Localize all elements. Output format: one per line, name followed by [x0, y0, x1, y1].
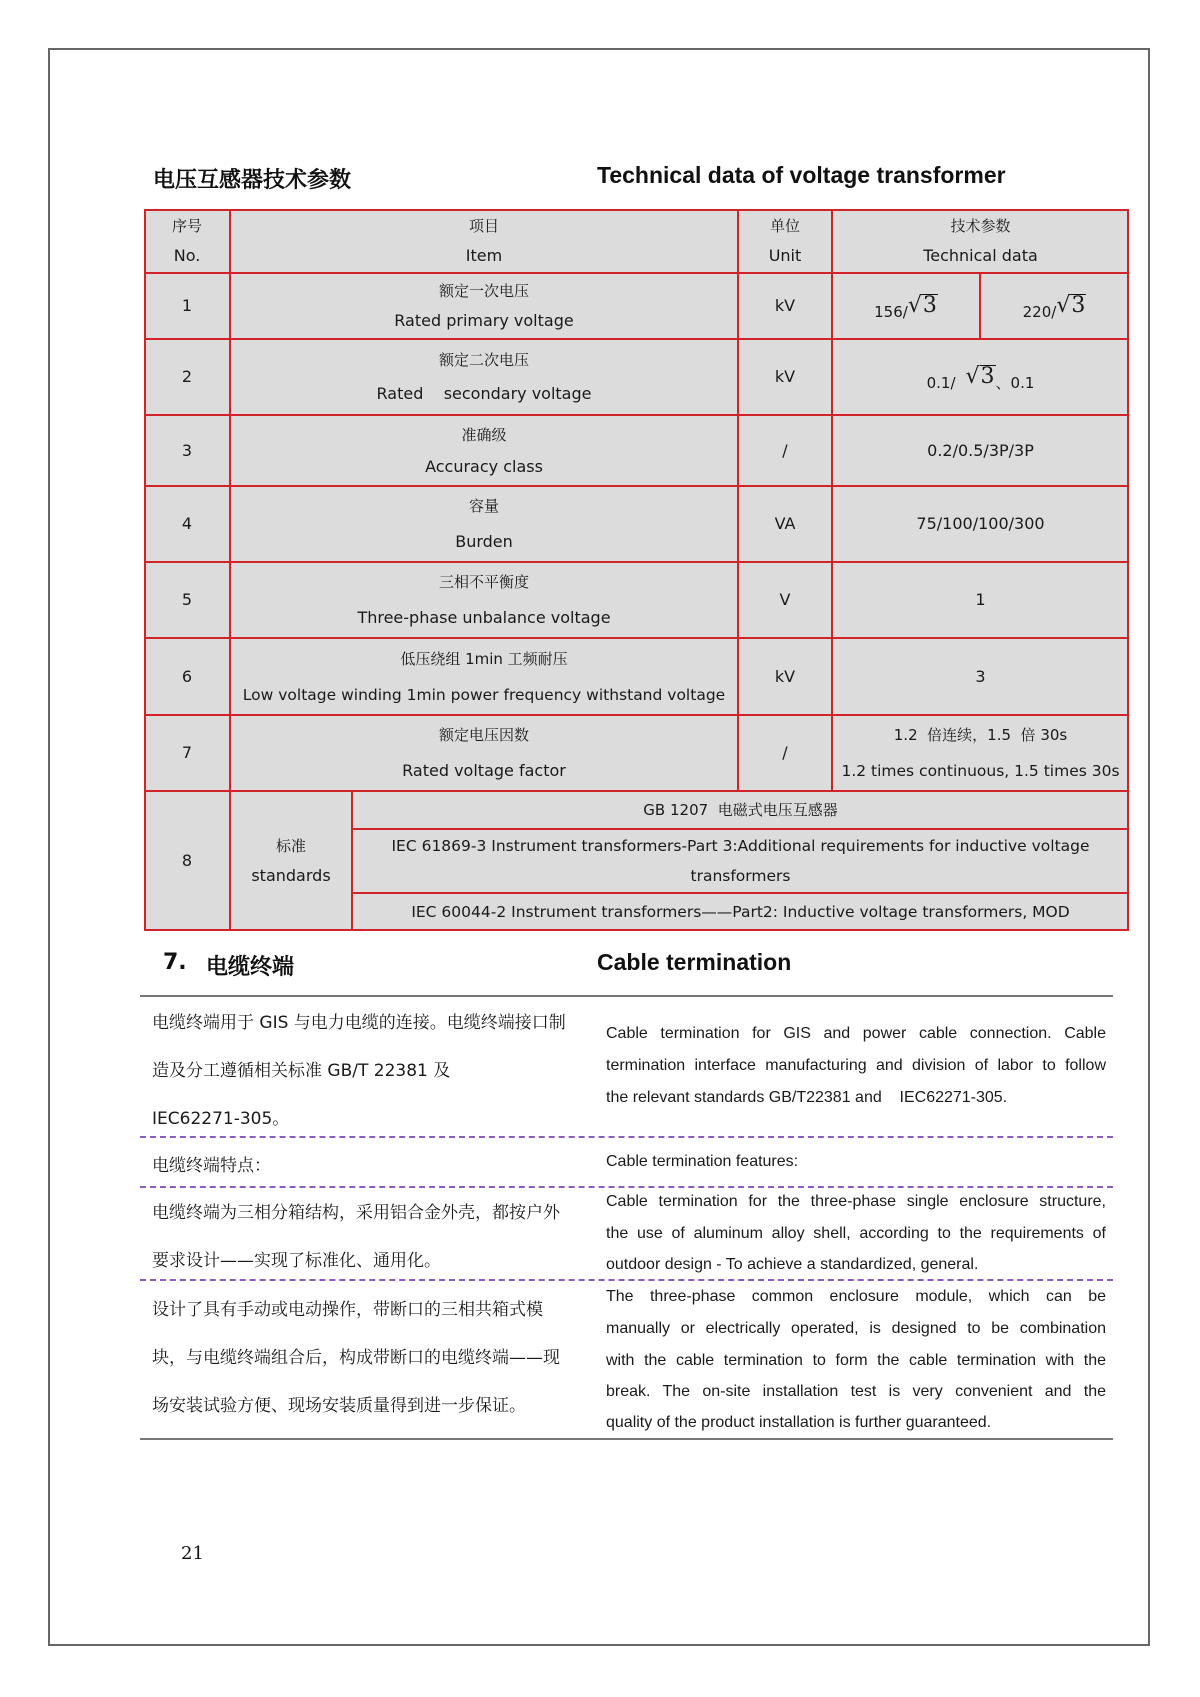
- row-6-value: 3: [832, 638, 1129, 715]
- block-2-cn-line-1: 电缆终端特点：: [152, 1156, 271, 1176]
- row-8-item: [230, 791, 352, 931]
- row-1-value-b-radicand: 3: [1071, 293, 1086, 318]
- row-1-no: 1: [144, 273, 230, 339]
- standard-1-text: GB 1207 电磁式电压互感器: [643, 801, 838, 819]
- sqrt-icon: √3: [965, 364, 995, 389]
- row-4-item-en: Burden: [455, 532, 513, 551]
- row-6-item-en: Low voltage winding 1min power frequency withstand voltage: [242, 685, 726, 704]
- row-2-item-cn: 额定二次电压: [438, 351, 529, 369]
- page-number: 21: [181, 1543, 204, 1564]
- row-7-unit: /: [738, 715, 832, 791]
- row-8-item-en: standards: [251, 866, 331, 885]
- block-4-en-line-2: manually or electrically operated, is designed to be combination: [606, 1320, 1106, 1337]
- row-1-unit: kV: [738, 273, 832, 339]
- row-3-unit: /: [738, 415, 832, 486]
- row-7-item-cn: 额定电压因数: [438, 726, 529, 744]
- row-7-no: 7: [144, 715, 230, 791]
- row-2-value: [832, 339, 1129, 415]
- row-3-item-en: Accuracy class: [425, 456, 543, 476]
- block-4-cn-line-1: 设计了具有手动或电动操作，带断口的三相共箱式模: [152, 1300, 543, 1320]
- row-5-unit: V: [738, 562, 832, 638]
- row-5-item: [230, 562, 738, 638]
- block-4-en-line-5: quality of the product installation is further guaranteed.: [606, 1414, 992, 1431]
- row-5-value: 1: [832, 562, 1129, 638]
- standard-iec-61869-3: [352, 829, 1129, 893]
- row-3-item: [230, 415, 738, 486]
- sqrt-icon: √3: [1056, 293, 1086, 318]
- block-3-en-line-1: Cable termination for the three-phase single enclosure structure,: [606, 1193, 1106, 1210]
- row-6-no: 6: [144, 638, 230, 715]
- header-tech-cn: 技术参数: [950, 217, 1011, 235]
- row-7-item-en: Rated voltage factor: [402, 761, 566, 780]
- row-4-no: 4: [144, 486, 230, 562]
- row-1-value-a-radicand: 3: [922, 293, 937, 318]
- block-1-cn-line-2: 造及分工遵循相关标准 GB/T 22381 及: [152, 1061, 451, 1081]
- row-1-value-b-prefix: 220/: [1022, 303, 1057, 321]
- row-2-value-radicand: 3: [980, 364, 995, 389]
- block-2-en-line-1: Cable termination features:: [606, 1153, 799, 1170]
- row-2-item-en: Rated secondary voltage: [376, 384, 592, 403]
- row-4-item: [230, 486, 738, 562]
- row-4-item-cn: 容量: [468, 497, 499, 515]
- block-3-cn-line-1: 电缆终端为三相分箱结构，采用铝合金外壳，都按户外: [152, 1203, 560, 1223]
- header-tech-en: Technical data: [923, 246, 1038, 265]
- row-5-item-cn: 三相不平衡度: [438, 573, 529, 591]
- section-number: 7.: [163, 950, 187, 975]
- dashed-divider: [140, 1136, 1113, 1138]
- row-3-no: 3: [144, 415, 230, 486]
- block-1-cn-line-3: IEC62271-305。: [152, 1109, 290, 1129]
- section-bottom-rule: [140, 1438, 1113, 1440]
- section-top-rule: [140, 995, 1113, 997]
- row-2-unit: kV: [738, 339, 832, 415]
- row-5-no: 5: [144, 562, 230, 638]
- header-cell-item: [230, 209, 738, 273]
- standard-gb-1207: [352, 791, 1129, 829]
- header-no-en: No.: [173, 246, 201, 265]
- header-no-cn: 序号: [171, 217, 202, 235]
- row-7-value-en: 1.2 times continuous, 1.5 times 30s: [841, 762, 1120, 780]
- standard-2-text-line2: transformers: [690, 867, 791, 885]
- row-1-value-a: [832, 273, 980, 339]
- dashed-divider: [140, 1186, 1113, 1188]
- block-4-en-line-4: break. The on-site installation test is very convenient and the: [606, 1383, 1106, 1400]
- row-3-item-cn: 准确级: [461, 425, 507, 444]
- row-1-item: [230, 273, 738, 339]
- page-title-cn: 电压互感器技术参数: [153, 168, 352, 193]
- standard-2-text-line1: IEC 61869-3 Instrument transformers-Part 3:Additional requirements for inductive voltage: [391, 837, 1090, 855]
- technical-data-table: [144, 209, 1129, 931]
- row-8-no: 8: [144, 791, 230, 931]
- row-2-value-prefix: 0.1/: [926, 374, 956, 392]
- block-4-cn-line-3: 场安装试验方便、现场安装质量得到进一步保证。: [152, 1396, 526, 1416]
- block-3-en-line-2: the use of aluminum alloy shell, according to the requirements of: [606, 1225, 1106, 1242]
- row-2-item: [230, 339, 738, 415]
- row-3-value: 0.2/0.5/3P/3P: [832, 415, 1129, 486]
- header-cell-unit: [738, 209, 832, 273]
- page-title-en: Technical data of voltage transformer: [597, 162, 1006, 188]
- standard-3-text: IEC 60044-2 Instrument transformers——Part2: Inductive voltage transformers, MOD: [411, 903, 1070, 921]
- section-title-en: Cable termination: [597, 949, 792, 975]
- block-1-en-line-2: termination interface manufacturing and division of labor to follow: [606, 1057, 1106, 1074]
- block-3-en-line-3: outdoor design - To achieve a standardized, general.: [606, 1256, 979, 1273]
- row-7-item: [230, 715, 738, 791]
- block-4-en-line-3: with the cable termination to form the cable termination with the: [606, 1352, 1106, 1369]
- row-6-item-cn: 低压绕组 1min 工频耐压: [400, 649, 568, 668]
- block-3-cn-line-2: 要求设计——实现了标准化、通用化。: [152, 1251, 441, 1271]
- header-unit-en: Unit: [768, 246, 802, 265]
- row-4-unit: VA: [738, 486, 832, 562]
- header-cell-technical-data: [832, 209, 1129, 273]
- row-6-unit: kV: [738, 638, 832, 715]
- header-item-cn: 项目: [468, 217, 499, 235]
- row-2-no: 2: [144, 339, 230, 415]
- header-unit-cn: 单位: [769, 217, 800, 235]
- row-1-value-b: [980, 273, 1129, 339]
- row-6-item: [230, 638, 738, 715]
- block-1-en-line-1: Cable termination for GIS and power cable connection. Cable: [606, 1025, 1106, 1042]
- sqrt-icon: √3: [907, 293, 937, 318]
- row-1-value-a-prefix: 156/: [874, 303, 908, 321]
- row-7-value-cn: 1.2 倍连续，1.5 倍 30s: [893, 726, 1068, 744]
- block-4-en-line-1: The three-phase common enclosure module, which can be: [606, 1288, 1106, 1305]
- row-1-item-cn: 额定一次电压: [438, 282, 529, 300]
- standard-iec-60044-2: [352, 893, 1129, 931]
- section-title-cn: 电缆终端: [206, 955, 295, 980]
- block-1-cn-line-1: 电缆终端用于 GIS 与电力电缆的连接。电缆终端接口制: [152, 1013, 566, 1033]
- header-item-en: Item: [465, 246, 503, 265]
- row-7-value: [832, 715, 1129, 791]
- row-8-item-cn: 标准: [275, 837, 306, 855]
- dashed-divider: [140, 1279, 1113, 1281]
- header-cell-no: [144, 209, 230, 273]
- row-2-value-suffix: 、0.1: [995, 374, 1035, 392]
- block-4-cn-line-2: 块，与电缆终端组合后，构成带断口的电缆终端——现: [152, 1348, 560, 1368]
- row-1-item-en: Rated primary voltage: [394, 311, 574, 330]
- row-5-item-en: Three-phase unbalance voltage: [357, 608, 611, 627]
- block-1-en-line-3: the relevant standards GB/T22381 and IEC62271-305.: [606, 1089, 1008, 1106]
- row-4-value: 75/100/100/300: [832, 486, 1129, 562]
